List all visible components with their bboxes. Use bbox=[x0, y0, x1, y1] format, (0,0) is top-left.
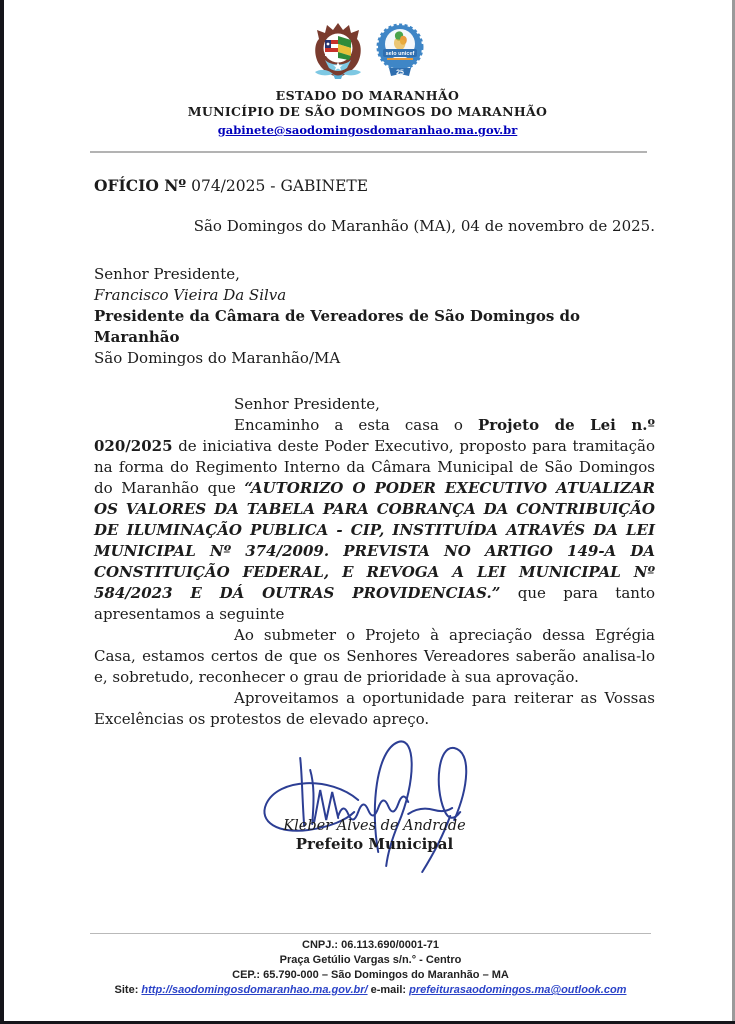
addressee-role: Presidente da Câmara de Vereadores de São Domingos do Maranhão bbox=[94, 307, 581, 346]
header-email-link[interactable]: gabinete@saodomingosdomaranhao.ma.gov.br bbox=[217, 123, 518, 137]
coat-of-arms-icon bbox=[311, 22, 365, 86]
footer-email-link[interactable]: prefeiturasaodomingos.ma@outlook.com bbox=[409, 984, 627, 996]
footer-email-label: e-mail: bbox=[370, 984, 407, 996]
letter-body bbox=[0, 175, 735, 884]
letterhead-emblems bbox=[0, 22, 735, 86]
addressee-name: Francisco Vieira Da Silva bbox=[94, 286, 287, 304]
paragraph-1 bbox=[94, 415, 655, 625]
signer-name: Kleber Alves de Andrade bbox=[283, 818, 466, 834]
dateline: São Domingos do Maranhão (MA), 04 de novembro de 2025. bbox=[193, 217, 655, 235]
paragraph-segment: Encaminho a esta casa o bbox=[234, 416, 478, 434]
signature-block bbox=[94, 734, 655, 884]
project-law-reference: Projeto de Lei n.º 020/2025 bbox=[94, 416, 655, 455]
unicef-seal-number: 25 bbox=[395, 69, 404, 77]
letterhead bbox=[0, 0, 735, 153]
addressee-block bbox=[94, 264, 655, 369]
footer-site-link[interactable]: http://saodomingosdomaranhao.ma.gov.br/ bbox=[141, 984, 368, 996]
footer-cep: CEP.: 65.790-000 – São Domingos do Maranhão – MA bbox=[232, 969, 509, 981]
unicef-seal-icon bbox=[375, 22, 425, 86]
greeting-line: Senhor Presidente, bbox=[234, 395, 380, 413]
oficio-label: OFÍCIO Nº bbox=[94, 176, 187, 195]
signer-title: Prefeito Municipal bbox=[295, 835, 454, 853]
footer-contact-line bbox=[90, 983, 651, 998]
paragraph-3: Aproveitamos a oportunidade para reiterar as Vossas Excelências os protestos de elevado apreço. bbox=[94, 689, 655, 728]
oficio-number: 074/2025 - GABINETE bbox=[186, 177, 369, 195]
footer-block bbox=[90, 933, 651, 998]
unicef-seal-label: selo unicef bbox=[385, 51, 414, 57]
footer-site-label: Site: bbox=[114, 984, 139, 996]
paragraph-2: Ao submeter o Projeto à apreciação dessa Egrégia Casa, estamos certos de que os Senhores Vereadores saberão analisa-lo e, sobretudo, reconhecer o grau de prioridade à sua aprovação. bbox=[94, 626, 655, 686]
header-state-line: ESTADO DO MARANHÃO bbox=[275, 88, 460, 103]
scan-edge-left bbox=[0, 0, 4, 1024]
header-divider bbox=[90, 151, 647, 153]
addressee-city: São Domingos do Maranhão/MA bbox=[94, 349, 341, 367]
paragraph-segment: que para tanto apresentamos a seguinte bbox=[94, 584, 655, 623]
footer-address: Praça Getúlio Vargas s/n.° - Centro bbox=[279, 954, 462, 966]
footer-cnpj: CNPJ.: 06.113.690/0001-71 bbox=[302, 939, 439, 951]
addressee-salutation: Senhor Presidente, bbox=[94, 265, 240, 283]
paragraph-segment: de iniciativa deste Poder Executivo, proposto para tramitação na forma do Regimento Interno da Câmara Municipal de São Domingos do Maranhão que bbox=[94, 437, 655, 497]
header-municipality-line: MUNICÍPIO DE SÃO DOMINGOS DO MARANHÃO bbox=[187, 104, 548, 119]
law-title-quote: “AUTORIZO O PODER EXECUTIVO ATUALIZAR OS VALORES DA TABELA PARA COBRANÇA DA CONTRIBUIÇÃO DE ILUMINAÇÃO PUBLICA - CIP, INSTITUÍDA ATRAVÉS DA LEI MUNICIPAL Nº 374/2009. PREVISTA NO ARTIGO 149-A DA CONSTITUIÇÃO FEDERAL, E REVOGA A LEI MUNICIPAL Nº 584/2023 E DÁ OUTRAS PROVIDENCIAS.” bbox=[94, 479, 655, 602]
oficio-reference bbox=[94, 175, 655, 197]
